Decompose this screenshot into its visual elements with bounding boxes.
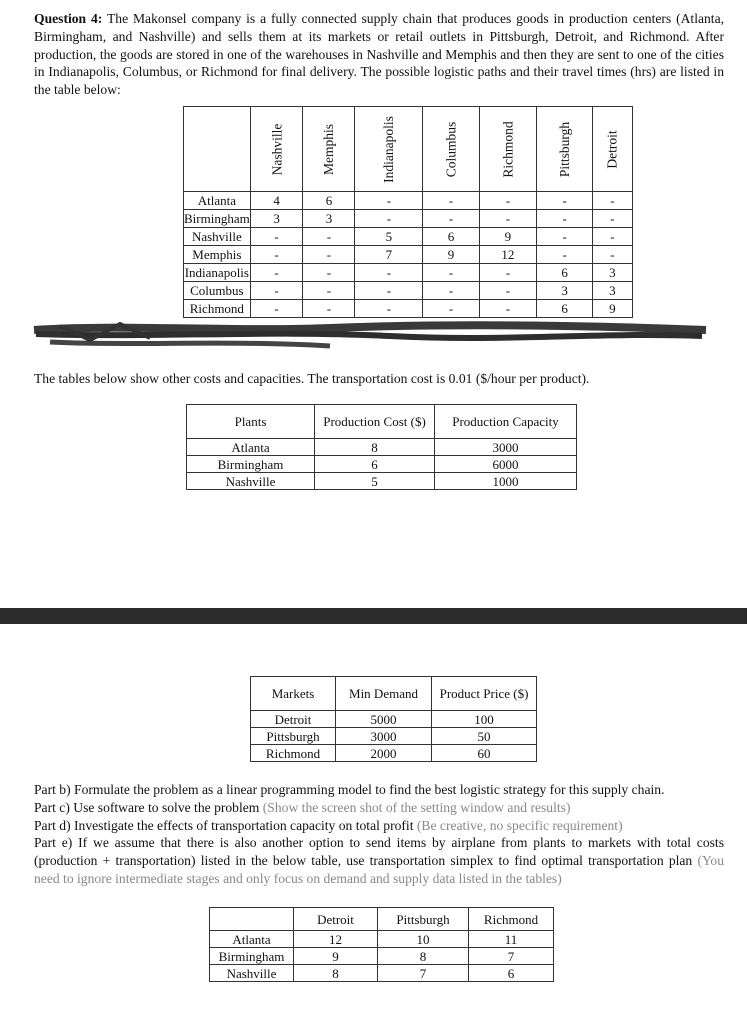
table-cell: -: [355, 282, 423, 300]
table-cell: 10: [378, 931, 469, 948]
markets-header-row: [251, 677, 537, 711]
plants-header-cost: Production Cost ($): [315, 405, 435, 439]
table-cell: -: [250, 246, 303, 264]
table-cell: -: [303, 246, 355, 264]
table-cell: 12: [294, 931, 378, 948]
air-cost-row: [210, 931, 554, 948]
markets-header-demand: Min Demand: [336, 677, 432, 711]
question-text: The Makonsel company is a fully connected supply chain that produces goods in production centers (Atlanta, Birmingham, and Nashville) and sells them at its markets or retail outlets in Pittsburgh, Detroit, and Richmond. After production, the goods are stored in one of the warehouses in Nashville and Memphis and then they are sent to one of the cities in Indianapolis, Columbus, or Richmond for final delivery. The possible logistic paths and their travel times (hrs) are listed in the table below:: [34, 11, 725, 98]
table-cell: 9: [479, 228, 536, 246]
plants-table: [186, 404, 577, 490]
air-header-row: [210, 908, 554, 931]
table-cell: -: [537, 210, 593, 228]
table-cell: -: [303, 282, 355, 300]
table-cell: 7: [469, 948, 554, 965]
table-cell: -: [593, 246, 632, 264]
markets-row: [251, 728, 537, 745]
table-cell: -: [250, 300, 303, 318]
travel-time-row: [184, 228, 633, 246]
redaction-scribble: [30, 320, 710, 354]
table-cell: 8: [294, 965, 378, 982]
table-cell: -: [355, 264, 423, 282]
table-cell: -: [537, 228, 593, 246]
table-cell: -: [250, 282, 303, 300]
table-cell: 7: [378, 965, 469, 982]
row-label: Indianapolis: [184, 265, 249, 280]
table-cell: 1000: [435, 473, 577, 490]
table-cell: 6000: [435, 456, 577, 473]
table-cell: 3: [303, 210, 355, 228]
table-cell: -: [593, 192, 632, 210]
table-cell: 6: [315, 456, 435, 473]
travel-time-header-row: [184, 107, 633, 192]
table-cell: 3: [593, 282, 632, 300]
travel-time-row: [184, 246, 633, 264]
costs-intro: The tables below show other costs and capacities. The transportation cost is 0.01 ($/hour per product).: [34, 371, 590, 386]
part-b: Part b) Formulate the problem as a linear programming model to find the best logistic strategy for this supply chain.: [34, 782, 665, 797]
table-cell: -: [479, 192, 536, 210]
table-cell: -: [303, 264, 355, 282]
col-header-nashville: Nashville: [250, 107, 303, 192]
row-label: Nashville: [210, 965, 294, 982]
row-label: Nashville: [187, 473, 315, 490]
table-cell: -: [479, 264, 536, 282]
table-cell: 6: [469, 965, 554, 982]
col-header-columbus: Columbus: [423, 107, 480, 192]
markets-row: [251, 711, 537, 728]
plants-row: [187, 456, 577, 473]
air-cost-row: [210, 965, 554, 982]
part-c: Part c) Use software to solve the problem (Show the screen shot of the setting window and results): [34, 799, 571, 815]
col-header-pittsburgh: Pittsburgh: [537, 107, 593, 192]
markets-header-markets: Markets: [251, 677, 336, 711]
table-cell: -: [423, 300, 480, 318]
plants-header-capacity: Production Capacity: [435, 405, 577, 439]
row-label: Birmingham: [184, 211, 250, 226]
row-label: Atlanta: [210, 931, 294, 948]
table-cell: 8: [315, 439, 435, 456]
table-cell: -: [303, 228, 355, 246]
part-e: Part e) If we assume that there is also another option to send items by airplane from plants to markets with total costs (production + transportation) listed in the below table, use transportation simplex to find optimal transportation plan (You need to ignore intermediate stages and only focus on demand and supply data listed in the tables): [34, 835, 725, 886]
table-cell: -: [537, 192, 593, 210]
row-label: Pittsburgh: [251, 728, 336, 745]
plants-row: [187, 473, 577, 490]
travel-time-row: [184, 192, 633, 210]
table-cell: -: [303, 300, 355, 318]
table-cell: 3000: [435, 439, 577, 456]
travel-time-row: [184, 282, 633, 300]
table-cell: -: [479, 300, 536, 318]
table-cell: 50: [432, 728, 537, 745]
air-header-corner: [210, 908, 294, 931]
table-cell: 3: [593, 264, 632, 282]
row-label: Detroit: [251, 711, 336, 728]
table-cell: 6: [423, 228, 480, 246]
table-cell: 11: [469, 931, 554, 948]
table-cell: 5: [355, 228, 423, 246]
question-paragraph: [34, 10, 724, 99]
row-label: Richmond: [184, 300, 251, 318]
row-label: Birmingham: [210, 948, 294, 965]
question-label: Question 4:: [34, 11, 103, 26]
table-cell: 6: [537, 300, 593, 318]
row-label: Richmond: [251, 745, 336, 762]
table-cell: 6: [303, 192, 355, 210]
plants-header-plants: Plants: [187, 405, 315, 439]
plants-row: [187, 439, 577, 456]
table-cell: -: [355, 300, 423, 318]
table-cell: -: [423, 282, 480, 300]
air-header-pittsburgh: Pittsburgh: [378, 908, 469, 931]
table-cell: -: [479, 282, 536, 300]
table-cell: 3: [537, 282, 593, 300]
air-cost-table: [209, 907, 554, 982]
air-header-richmond: Richmond: [469, 908, 554, 931]
travel-time-row: [184, 300, 633, 318]
table-cell: -: [537, 246, 593, 264]
travel-time-table: [183, 106, 633, 318]
part-d: Part d) Investigate the effects of transportation capacity on total profit (Be creative, no specific requirement): [34, 817, 623, 833]
travel-time-row: [184, 264, 633, 282]
markets-row: [251, 745, 537, 762]
travel-time-row: [184, 210, 633, 228]
table-cell: 3000: [336, 728, 432, 745]
table-cell: -: [423, 192, 480, 210]
row-label: Atlanta: [187, 439, 315, 456]
table-cell: -: [423, 264, 480, 282]
table-cell: 9: [423, 246, 480, 264]
markets-table: [250, 676, 537, 762]
page-divider-band: [0, 608, 747, 624]
table-cell: 6: [537, 264, 593, 282]
parts-block: [34, 781, 724, 888]
row-label: Nashville: [184, 228, 251, 246]
table-cell: 2000: [336, 745, 432, 762]
row-label: Birmingham: [187, 456, 315, 473]
plants-header-row: [187, 405, 577, 439]
table-cell: -: [423, 210, 480, 228]
table-cell: -: [479, 210, 536, 228]
table-cell: -: [250, 264, 303, 282]
row-label: Memphis: [184, 246, 251, 264]
table-cell: -: [593, 228, 632, 246]
col-header-indianapolis: Indianapolis: [355, 107, 423, 192]
row-label: Columbus: [184, 282, 251, 300]
table-cell: 3: [250, 210, 303, 228]
col-header-detroit: Detroit: [593, 107, 632, 192]
markets-header-price: Product Price ($): [432, 677, 537, 711]
row-label: Atlanta: [184, 192, 251, 210]
col-header-memphis: Memphis: [303, 107, 355, 192]
table-cell: 7: [355, 246, 423, 264]
table-cell: 5000: [336, 711, 432, 728]
table-cell: -: [355, 192, 423, 210]
table-cell: -: [593, 210, 632, 228]
table-cell: 60: [432, 745, 537, 762]
table-cell: 100: [432, 711, 537, 728]
travel-time-corner: [184, 107, 251, 192]
air-cost-row: [210, 948, 554, 965]
air-header-detroit: Detroit: [294, 908, 378, 931]
table-cell: 9: [593, 300, 632, 318]
table-cell: 5: [315, 473, 435, 490]
table-cell: 4: [250, 192, 303, 210]
table-cell: 9: [294, 948, 378, 965]
table-cell: 12: [479, 246, 536, 264]
table-cell: 8: [378, 948, 469, 965]
table-cell: -: [355, 210, 423, 228]
col-header-richmond: Richmond: [479, 107, 536, 192]
table-cell: -: [250, 228, 303, 246]
